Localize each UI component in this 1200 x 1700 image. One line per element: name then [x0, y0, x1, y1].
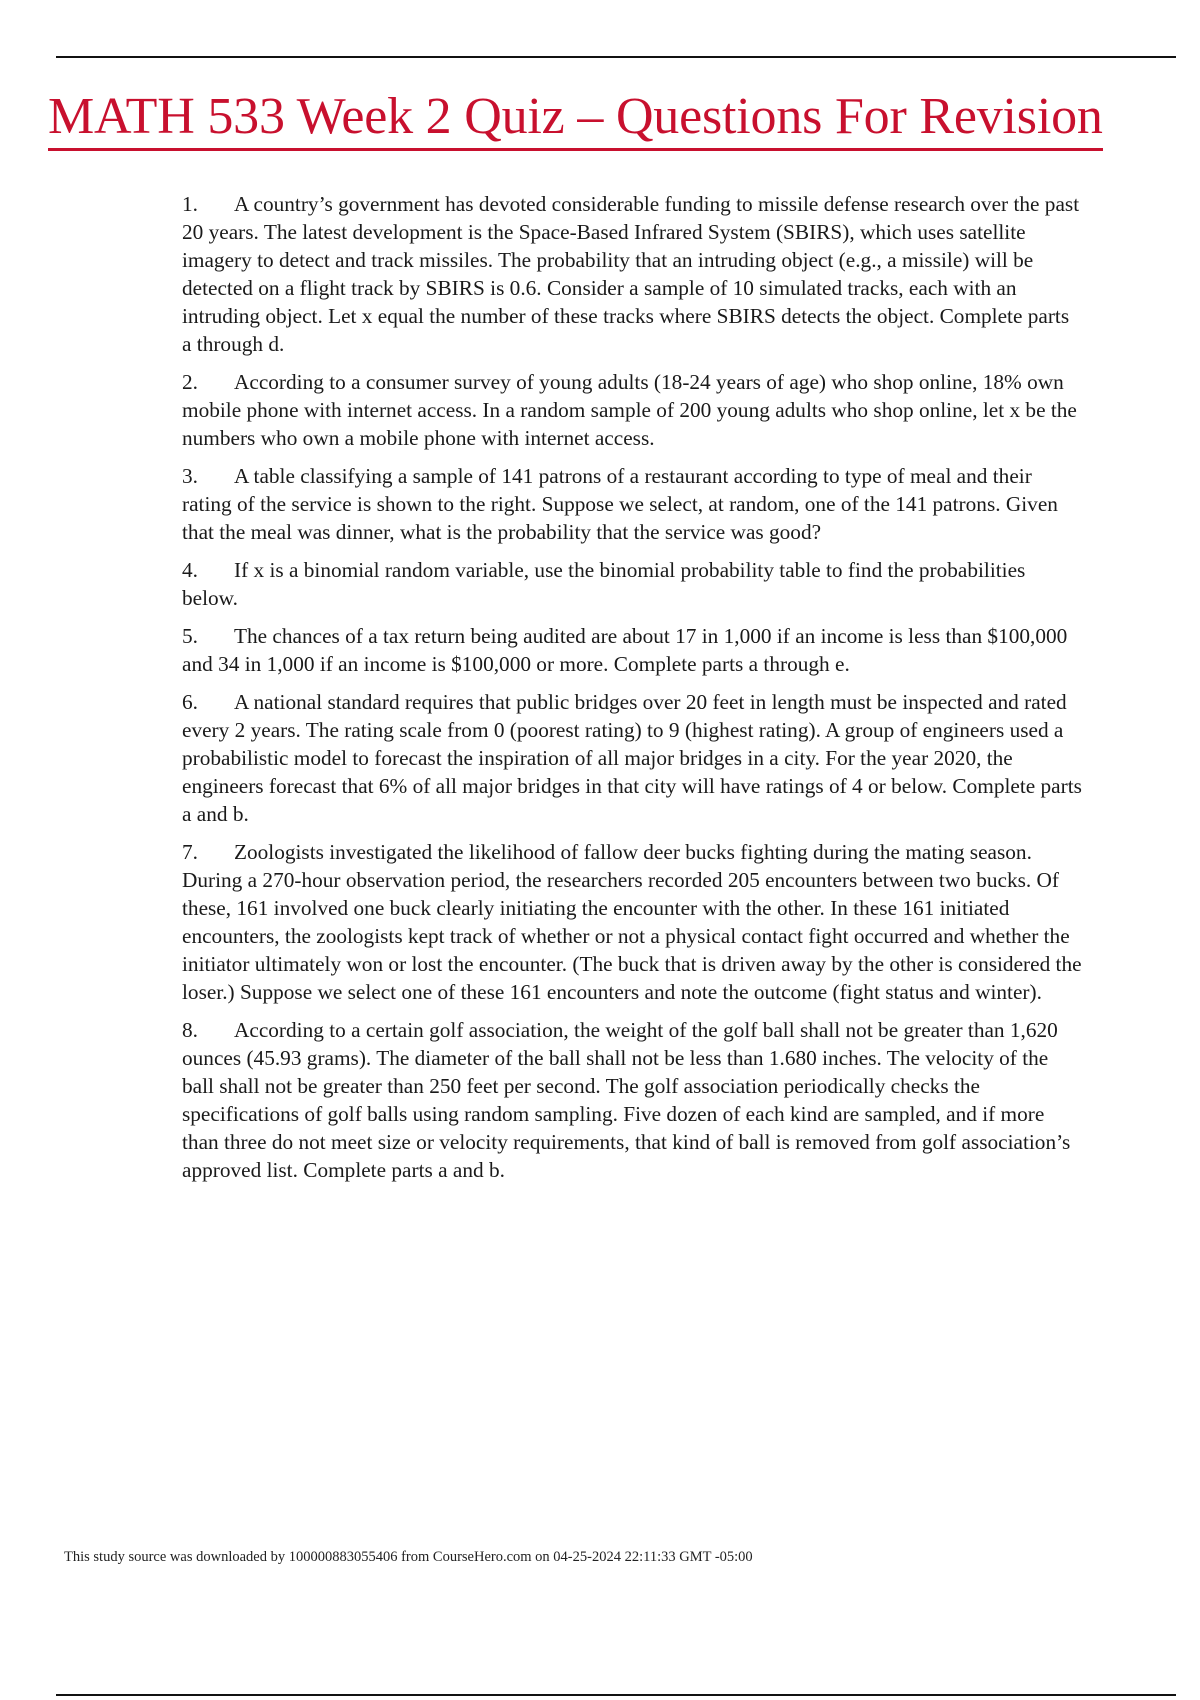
question-text: A country’s government has devoted considerable funding to missile defense research over the past 20 years. The latest development is the Space-Based Infrared System (SBIRS), which uses satellite imagery to detect and track missiles. The probability that an intruding object (e.g., a missile) will be detected on a flight track by SBIRS is 0.6. Consider a sample of 10 simulated tracks, each with an intruding object. Let x equal the number of these tracks where SBIRS detects the object. Complete parts a through d. — [182, 192, 1080, 356]
question-number: 1. — [182, 192, 198, 216]
bottom-divider — [56, 1694, 1176, 1696]
question-item — [182, 1016, 1082, 1184]
question-text: The chances of a tax return being audited are about 17 in 1,000 if an income is less than $100,000 and 34 in 1,000 if an income is $100,000 or more. Complete parts a through e. — [182, 624, 1068, 676]
question-item — [182, 688, 1082, 828]
question-text: Zoologists investigated the likelihood of fallow deer bucks fighting during the mating season. During a 270-hour observation period, the researchers recorded 205 encounters between two bucks. Of these, 161 involved one buck clearly initiating the encounter with the other. In these 161 initiated encounters, the zoologists kept track of whether or not a physical contact fight occurred and whether the initiator ultimately won or lost the encounter. (The buck that is driven away by the other is considered the loser.) Suppose we select one of these 161 encounters and note the outcome (fight status and winter). — [182, 840, 1082, 1004]
download-footer: This study source was downloaded by 100000883055406 from CourseHero.com on 04-25-2024 22:11:33 GMT -05:00 — [64, 1549, 753, 1565]
question-item — [182, 622, 1082, 678]
top-divider — [56, 56, 1176, 58]
page-title: MATH 533 Week 2 Quiz – Questions For Revision — [48, 86, 1103, 151]
question-text: If x is a binomial random variable, use the binomial probability table to find the probabilities below. — [182, 558, 1026, 610]
question-list — [182, 190, 1082, 1194]
question-number: 4. — [182, 558, 198, 582]
question-text: A table classifying a sample of 141 patrons of a restaurant according to type of meal and their rating of the service is shown to the right. Suppose we select, at random, one of the 141 patrons. Given that the meal was dinner, what is the probability that the service was good? — [182, 464, 1058, 544]
question-number: 2. — [182, 370, 198, 394]
question-number: 8. — [182, 1018, 198, 1042]
question-item — [182, 556, 1082, 612]
question-item — [182, 838, 1082, 1006]
question-item — [182, 368, 1082, 452]
question-number: 3. — [182, 464, 198, 488]
question-number: 7. — [182, 840, 198, 864]
question-text: According to a consumer survey of young adults (18-24 years of age) who shop online, 18% own mobile phone with internet access. In a random sample of 200 young adults who shop online, let x be the numbers who own a mobile phone with internet access. — [182, 370, 1077, 450]
question-item — [182, 462, 1082, 546]
question-text: According to a certain golf association, the weight of the golf ball shall not be greater than 1,620 ounces (45.93 grams). The diameter of the ball shall not be less than 1.680 inches. The velocity of the ball shall not be greater than 250 feet per second. The golf association periodically checks the specifications of golf balls using random sampling. Five dozen of each kind are sampled, and if more than three do not meet size or velocity requirements, that kind of ball is removed from golf association’s approved list. Complete parts a and b. — [182, 1018, 1071, 1182]
question-item — [182, 190, 1082, 358]
question-number: 5. — [182, 624, 198, 648]
question-text: A national standard requires that public bridges over 20 feet in length must be inspected and rated every 2 years. The rating scale from 0 (poorest rating) to 9 (highest rating). A group of engineers used a probabilistic model to forecast the inspiration of all major bridges in a city. For the year 2020, the engineers forecast that 6% of all major bridges in that city will have ratings of 4 or below. Complete parts a and b. — [182, 690, 1082, 826]
question-number: 6. — [182, 690, 198, 714]
